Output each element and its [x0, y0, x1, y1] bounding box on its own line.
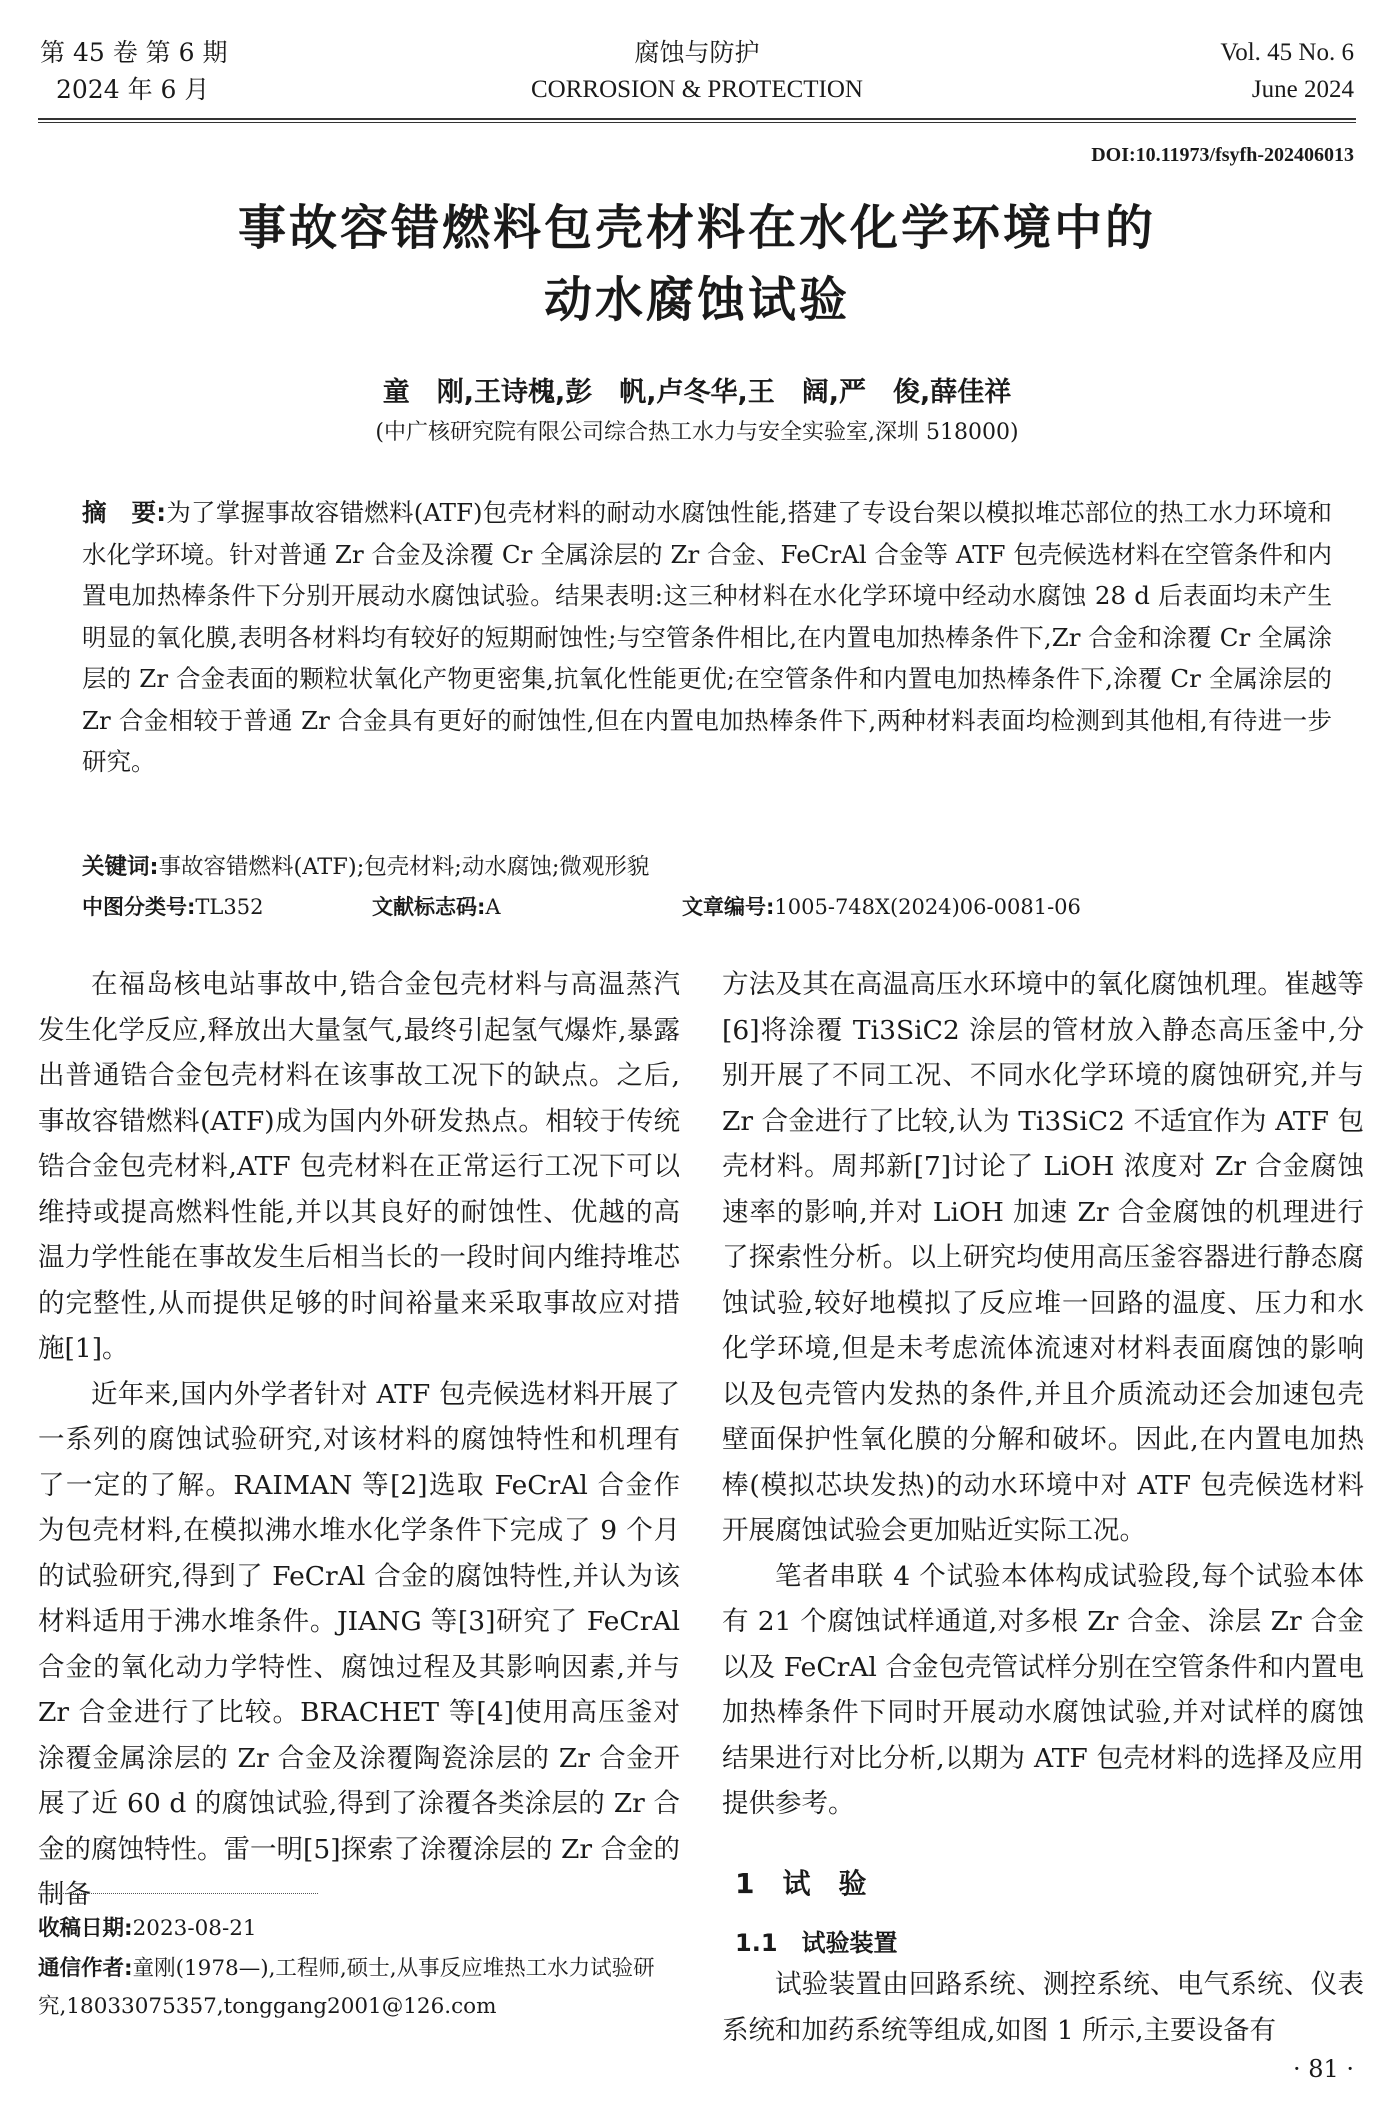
header-date-cn: 2024 年 6 月: [56, 75, 210, 104]
authors: 童 刚,王诗槐,彭 帆,卢冬华,王 阔,严 俊,薛佳祥: [382, 377, 1012, 408]
article-title: [0, 192, 1394, 336]
title-line-2: 动水腐蚀试验: [543, 272, 850, 328]
body-right-column: [722, 962, 1364, 1827]
header-volume-en: [1220, 34, 1354, 108]
page-number: · 81 ·: [1292, 2055, 1354, 2083]
corresponding-author-value: 童刚(1978—),工程师,硕士,从事反应堆热工水力试验研究,18033075357,tonggang2001@126.com: [38, 1956, 655, 2019]
keywords-label: 关键词:: [82, 854, 159, 880]
doc-code-label: 文献标志码:: [372, 895, 486, 919]
abstract-text: 为了掌握事故容错燃料(ATF)包壳材料的耐动水腐蚀性能,搭建了专设台架以模拟堆芯部位的热工水力环境和水化学环境。针对普通 Zr 合金及涂覆 Cr 全属涂层的 Zr 合金、FeCrAl 合金等 ATF 包壳候选材料在空管条件和内置电加热棒条件下分别开展动水腐蚀试验。结果表明:这三种材料在水化学环境中经动水腐蚀 28 d 后表面均未产生明显的氧化膜,表明各材料均有较好的短期耐蚀性;与空管条件相比,在内置电加热棒条件下,Zr 合金和涂覆 Cr 全属涂层的 Zr 合金表面的颗粒状氧化产物更密集,抗氧化性能更优;在空管条件和内置电加热棒条件下,涂覆 Cr 全属涂层的 Zr 合金相较于普通 Zr 合金具有更好的耐蚀性,但在内置电加热棒条件下,两种材料表面均检测到其他相,有待进一步研究。: [82, 498, 1332, 776]
abstract-label: 摘 要:: [82, 498, 167, 527]
article-no-label: 文章编号:: [682, 895, 775, 919]
doc-code-block: [372, 888, 682, 926]
header-journal-cn: 腐蚀与防护: [634, 38, 760, 67]
footnote-author: [38, 1950, 688, 2026]
intro-paragraph-2: 近年来,国内外学者针对 ATF 包壳候选材料开展了一系列的腐蚀试验研究,对该材料的腐蚀特性和机理有了一定的了解。RAIMAN 等[2]选取 FeCrAl 合金作为包壳材料,在模拟沸水堆水化学条件下完成了 9 个月的试验研究,得到了 FeCrAl 合金的腐蚀特性,并认为该材料适用于沸水堆条件。JIANG 等[3]研究了 FeCrAl 合金的氧化动力学特性、腐蚀过程及其影响因素,并与 Zr 合金进行了比较。BRACHET 等[4]使用高压釜对涂覆金属涂层的 Zr 合金及涂覆陶瓷涂层的 Zr 合金开展了近 60 d 的腐蚀试验,得到了涂覆各类涂层的 Zr 合金的腐蚀特性。雷一明[5]探索了涂覆涂层的 Zr 合金的制备: [38, 1378, 680, 1910]
footnote-rule: [38, 1893, 318, 1894]
keywords: [82, 848, 1332, 886]
clc-block: [82, 888, 372, 926]
section-1-1-text: [722, 1962, 1364, 2053]
header-volume-issue: 第 45 卷 第 6 期: [40, 38, 228, 67]
received-value: 2023-08-21: [132, 1916, 257, 1941]
header-vol-no: Vol. 45 No. 6: [1220, 39, 1354, 66]
classification-row: [82, 888, 1332, 926]
keywords-text: 事故容错燃料(ATF);包壳材料;动水腐蚀;微观形貌: [158, 854, 650, 880]
article-no-value: 1005-748X(2024)06-0081-06: [774, 895, 1081, 919]
header-rule-thin: [38, 122, 1356, 123]
section-heading-1: 1 试 验: [735, 1867, 867, 1900]
affiliation: (中广核研究院有限公司综合热工水力与安全实验室,深圳 518000): [375, 420, 1019, 445]
header-rule: [38, 118, 1356, 120]
article-no-block: [682, 888, 1081, 926]
intro-paragraph-4: 笔者串联 4 个试验本体构成试验段,每个试验本体有 21 个腐蚀试样通道,对多根 Zr 合金、涂层 Zr 合金以及 FeCrAl 合金包壳管试样分别在空管条件和内置电加热棒条件下同时开展动水腐蚀试验,并对试样的腐蚀结果进行对比分析,以期为 ATF 包壳材料的选择及应用提供参考。: [722, 1560, 1364, 1819]
intro-paragraph-3: 方法及其在高温高压水环境中的氧化腐蚀机理。崔越等[6]将涂覆 Ti3SiC2 涂层的管材放入静态高压釜中,分别开展了不同工况、不同水化学环境的腐蚀研究,并与 Zr 合金进行了比较,认为 Ti3SiC2 不适宜作为 ATF 包壳材料。周邦新[7]讨论了 LiOH 浓度对 Zr 合金腐蚀速率的影响,并对 LiOH 加速 Zr 合金腐蚀的机理进行了探索性分析。以上研究均使用高压釜容器进行静态腐蚀试验,较好地模拟了反应堆一回路的温度、压力和水化学环境,但是未考虑流体流速对材料表面腐蚀的影响以及包壳管内发热的条件,并且介质流动还会加速包壳壁面保护性氧化膜的分解和破坏。因此,在内置电加热棒(模拟芯块发热)的动水环境中对 ATF 包壳候选材料开展腐蚀试验会更加贴近实际工况。: [722, 969, 1364, 1546]
intro-paragraph-1: 在福岛核电站事故中,锆合金包壳材料与高温蒸汽发生化学反应,释放出大量氢气,最终引起氢气爆炸,暴露出普通锆合金包壳材料在该事故工况下的缺点。之后,事故容错燃料(ATF)成为国内外研发热点。相较于传统锆合金包壳材料,ATF 包壳材料在正常运行工况下可以维持或提高燃料性能,并以其良好的耐蚀性、优越的高温力学性能在事故发生后相当长的一段时间内维持堆芯的完整性,从而提供足够的时间裕量来采取事故应对措施[1]。: [38, 969, 680, 1364]
doi[interactable]: DOI:10.11973/fsyfh-202406013: [1091, 144, 1354, 166]
header-journal: [0, 34, 1394, 108]
doc-code-value: A: [485, 895, 501, 919]
abstract: [82, 492, 1332, 783]
header-journal-en: CORROSION & PROTECTION: [531, 76, 863, 103]
clc-value: TL352: [195, 895, 264, 919]
clc-label: 中图分类号:: [82, 895, 196, 919]
header-date-en: June 2024: [1251, 76, 1354, 103]
body-left-column: [38, 962, 680, 1918]
section-heading-1-1: 1.1 试验装置: [735, 1929, 898, 1957]
section-1-1-paragraph: 试验装置由回路系统、测控系统、电气系统、仪表系统和加药系统等组成,如图 1 所示,主要设备有: [722, 1969, 1364, 2046]
received-label: 收稿日期:: [38, 1916, 133, 1941]
title-line-1: 事故容错燃料包壳材料在水化学环境中的: [237, 200, 1156, 256]
corresponding-author-label: 通信作者:: [38, 1956, 133, 1981]
footnote-received: [38, 1910, 688, 1948]
